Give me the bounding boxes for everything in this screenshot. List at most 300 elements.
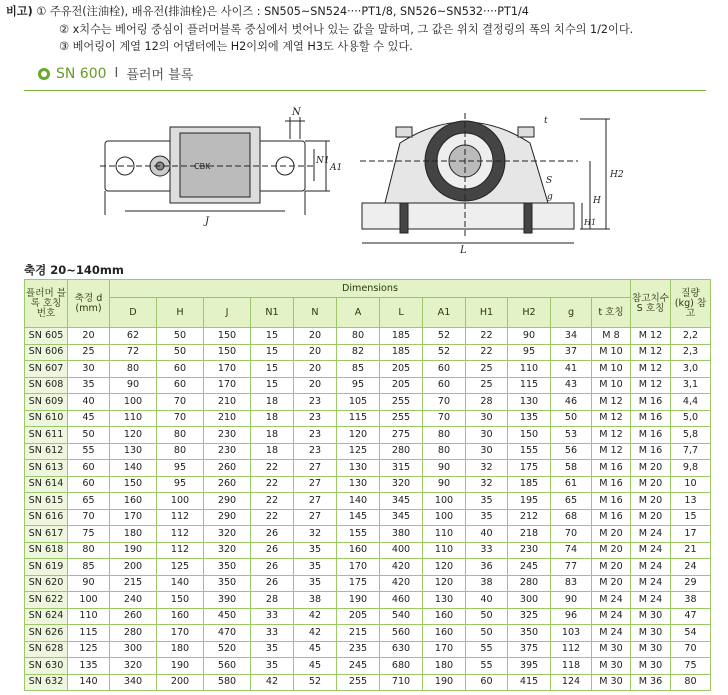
table-cell: 190	[110, 542, 157, 559]
table-cell: 315	[380, 460, 423, 477]
table-cell: 115	[337, 410, 380, 427]
header-weight: 질량 (kg) 참고	[671, 280, 711, 328]
table-cell: 18	[251, 410, 294, 427]
table-cell: 230	[508, 542, 551, 559]
table-cell: 22	[251, 476, 294, 493]
header-dim-col: D	[110, 298, 157, 328]
table-cell: 710	[380, 674, 423, 691]
table-cell: 35	[466, 493, 508, 510]
table-cell: 350	[204, 575, 251, 592]
table-cell: 32	[466, 460, 508, 477]
table-cell: 215	[110, 575, 157, 592]
table-cell: 29	[671, 575, 711, 592]
table-row	[25, 328, 711, 345]
table-cell: 140	[68, 674, 110, 691]
table-cell: 18	[251, 427, 294, 444]
table-cell: 120	[110, 427, 157, 444]
table-cell: 2,3	[671, 344, 711, 361]
table-cell: 60	[68, 460, 110, 477]
table-cell: M 20	[592, 575, 631, 592]
table-cell: 25	[466, 361, 508, 378]
table-cell: 180	[110, 526, 157, 543]
table-cell: 110	[423, 542, 466, 559]
table-cell: 42	[294, 625, 337, 642]
section-separator: I	[114, 66, 119, 81]
table-cell: 52	[423, 344, 466, 361]
table-cell: 3,0	[671, 361, 711, 378]
table-cell: 125	[68, 641, 110, 658]
table-cell: 135	[68, 658, 110, 675]
table-cell: M 16	[592, 493, 631, 510]
table-cell: 170	[110, 509, 157, 526]
table-cell: 110	[68, 608, 110, 625]
table-cell: 18	[251, 394, 294, 411]
table-cell: 60	[423, 377, 466, 394]
table-cell: M 30	[631, 625, 671, 642]
table-cell: 130	[508, 394, 551, 411]
table-cell: 170	[157, 625, 204, 642]
table-cell: 90	[423, 460, 466, 477]
table-cell: 22	[466, 344, 508, 361]
table-cell: 212	[508, 509, 551, 526]
table-cell: 470	[204, 625, 251, 642]
table-cell: 255	[380, 394, 423, 411]
table-cell: 115	[508, 377, 551, 394]
table-cell: 2,2	[671, 328, 711, 345]
table-cell: M 30	[592, 641, 631, 658]
table-cell: 520	[204, 641, 251, 658]
table-cell: 145	[337, 509, 380, 526]
table-cell: 95	[337, 377, 380, 394]
table-cell: 54	[671, 625, 711, 642]
table-cell: 35	[251, 658, 294, 675]
table-cell: 60	[423, 361, 466, 378]
table-cell: 42	[251, 674, 294, 691]
table-cell: 25	[68, 344, 110, 361]
table-cell: 390	[204, 592, 251, 609]
table-cell: 70	[423, 410, 466, 427]
table-cell: 110	[110, 410, 157, 427]
model-cell: SN 626	[25, 625, 68, 642]
header-model: 플러머 블록 호칭 번호	[25, 280, 68, 328]
table-cell: 260	[110, 608, 157, 625]
table-cell: 300	[508, 592, 551, 609]
model-cell: SN 609	[25, 394, 68, 411]
table-cell: 630	[380, 641, 423, 658]
table-cell: M 16	[631, 394, 671, 411]
table-cell: M 12	[592, 394, 631, 411]
table-cell: 170	[204, 361, 251, 378]
spec-table-body	[25, 328, 711, 691]
table-cell: 9,8	[671, 460, 711, 477]
table-cell: 175	[508, 460, 551, 477]
table-cell: 300	[110, 641, 157, 658]
table-cell: 50	[466, 625, 508, 642]
label-g: g	[547, 192, 553, 202]
table-cell: 20	[294, 361, 337, 378]
table-cell: 4,4	[671, 394, 711, 411]
table-cell: 80	[157, 443, 204, 460]
table-cell: 27	[294, 476, 337, 493]
table-row	[25, 427, 711, 444]
table-cell: 85	[337, 361, 380, 378]
table-cell: 210	[204, 394, 251, 411]
table-cell: M 12	[631, 361, 671, 378]
table-cell: 320	[204, 526, 251, 543]
table-cell: 35	[294, 575, 337, 592]
table-cell: 83	[551, 575, 592, 592]
table-cell: 150	[508, 427, 551, 444]
table-cell: 190	[157, 658, 204, 675]
table-cell: M 20	[631, 493, 671, 510]
table-cell: 70	[157, 394, 204, 411]
table-cell: 124	[551, 674, 592, 691]
table-cell: 170	[423, 641, 466, 658]
table-cell: 345	[380, 509, 423, 526]
note-line-2: ② x치수는 베어링 중심이 플러머블록 중심에서 벗어나 있는 값을 말하며, 그 값은 위치 결정링의 폭의 치수의 1/2이다.	[59, 22, 634, 36]
table-cell: 22	[251, 460, 294, 477]
header-dim-col: A1	[423, 298, 466, 328]
table-row	[25, 559, 711, 576]
table-cell: 40	[466, 526, 508, 543]
table-cell: M 36	[631, 674, 671, 691]
table-cell: 32	[294, 526, 337, 543]
table-cell: 375	[508, 641, 551, 658]
table-cell: 22	[466, 328, 508, 345]
table-cell: 82	[337, 344, 380, 361]
table-cell: M 30	[631, 658, 671, 675]
table-row	[25, 542, 711, 559]
table-cell: 23	[294, 443, 337, 460]
model-cell: SN 614	[25, 476, 68, 493]
table-cell: 53	[551, 427, 592, 444]
table-cell: 45	[68, 410, 110, 427]
model-cell: SN 628	[25, 641, 68, 658]
table-cell: 350	[204, 559, 251, 576]
table-cell: 110	[508, 361, 551, 378]
table-cell: 56	[551, 443, 592, 460]
table-cell: 210	[204, 410, 251, 427]
table-cell: 80	[337, 328, 380, 345]
table-cell: 25	[466, 377, 508, 394]
table-cell: 60	[157, 377, 204, 394]
table-cell: 85	[68, 559, 110, 576]
header-dim-col: J	[204, 298, 251, 328]
table-cell: 100	[423, 493, 466, 510]
table-cell: 55	[466, 641, 508, 658]
header-shaft: 축경 d (mm)	[68, 280, 110, 328]
table-cell: 38	[466, 575, 508, 592]
table-cell: 350	[508, 625, 551, 642]
table-cell: 118	[551, 658, 592, 675]
table-cell: 70	[68, 509, 110, 526]
table-cell: 21	[671, 542, 711, 559]
table-cell: 105	[337, 394, 380, 411]
table-cell: M 12	[592, 443, 631, 460]
table-cell: 18	[251, 443, 294, 460]
table-cell: 15	[251, 328, 294, 345]
table-cell: 35	[251, 641, 294, 658]
header-dim-col: t 호칭	[592, 298, 631, 328]
table-cell: M 30	[631, 641, 671, 658]
table-cell: M 12	[592, 427, 631, 444]
table-cell: 95	[508, 344, 551, 361]
model-cell: SN 622	[25, 592, 68, 609]
table-cell: 30	[466, 443, 508, 460]
table-cell: 160	[423, 608, 466, 625]
table-cell: 70	[157, 410, 204, 427]
table-row	[25, 443, 711, 460]
table-cell: M 24	[592, 625, 631, 642]
table-cell: M 24	[592, 592, 631, 609]
table-cell: 290	[204, 509, 251, 526]
table-cell: 60	[466, 674, 508, 691]
note-line-1: 비고) ① 주유전(注油栓), 배유전(排油栓)은 사이즈 : SN505~SN524····PT1/8, SN526~SN532····PT1/4	[6, 5, 529, 18]
model-cell: SN 608	[25, 377, 68, 394]
table-cell: 36	[466, 559, 508, 576]
table-cell: 17	[671, 526, 711, 543]
table-cell: 30	[466, 427, 508, 444]
section-code: SN 600	[56, 65, 107, 82]
table-cell: 41	[551, 361, 592, 378]
table-cell: 260	[204, 460, 251, 477]
table-cell: M 24	[631, 559, 671, 576]
table-cell: M 12	[631, 328, 671, 345]
table-cell: M 20	[592, 526, 631, 543]
top-view	[100, 117, 330, 215]
table-cell: 22	[251, 493, 294, 510]
table-cell: 23	[294, 427, 337, 444]
model-cell: SN 613	[25, 460, 68, 477]
table-cell: 50	[157, 328, 204, 345]
table-cell: 20	[294, 344, 337, 361]
table-cell: 50	[157, 344, 204, 361]
table-row	[25, 625, 711, 642]
table-cell: 420	[380, 559, 423, 576]
table-cell: 245	[508, 559, 551, 576]
table-row	[25, 344, 711, 361]
table-cell: 200	[157, 674, 204, 691]
table-cell: 205	[337, 608, 380, 625]
table-cell: M 24	[592, 608, 631, 625]
table-cell: 280	[110, 625, 157, 642]
table-cell: 185	[380, 328, 423, 345]
section-title	[38, 64, 193, 83]
model-cell: SN 624	[25, 608, 68, 625]
table-cell: 75	[68, 526, 110, 543]
model-cell: SN 619	[25, 559, 68, 576]
table-cell: M 12	[631, 377, 671, 394]
table-cell: 680	[380, 658, 423, 675]
table-cell: 115	[68, 625, 110, 642]
table-cell: 90	[508, 328, 551, 345]
table-cell: 35	[294, 559, 337, 576]
table-cell: 40	[68, 394, 110, 411]
table-cell: 130	[423, 592, 466, 609]
table-cell: M 16	[631, 427, 671, 444]
table-cell: M 8	[592, 328, 631, 345]
table-cell: 45	[294, 658, 337, 675]
table-row	[25, 410, 711, 427]
header-dim-col: N1	[251, 298, 294, 328]
label-a1: A1	[330, 163, 343, 173]
table-cell: 32	[466, 476, 508, 493]
table-cell: 26	[251, 559, 294, 576]
table-cell: 27	[294, 509, 337, 526]
shaft-range-title: 축경 20~140mm	[24, 263, 124, 277]
header-ref-s: 참고치수 S 호칭	[631, 280, 671, 328]
table-cell: 150	[110, 476, 157, 493]
header-dim-col: L	[380, 298, 423, 328]
label-h: H	[593, 196, 601, 206]
table-cell: 70	[671, 641, 711, 658]
plummer-block-drawing	[100, 103, 640, 253]
table-cell: 90	[551, 592, 592, 609]
table-cell: 240	[110, 592, 157, 609]
section-name: 플러머 블록	[126, 68, 194, 83]
table-row	[25, 608, 711, 625]
table-cell: 170	[337, 559, 380, 576]
table-cell: 415	[508, 674, 551, 691]
header-dim-col: H2	[508, 298, 551, 328]
table-cell: 215	[337, 625, 380, 642]
table-cell: 420	[380, 575, 423, 592]
model-cell: SN 615	[25, 493, 68, 510]
table-cell: 3,1	[671, 377, 711, 394]
table-cell: 20	[294, 328, 337, 345]
table-cell: 43	[551, 377, 592, 394]
table-cell: 185	[508, 476, 551, 493]
table-cell: M 16	[592, 476, 631, 493]
table-cell: 235	[337, 641, 380, 658]
table-cell: 320	[110, 658, 157, 675]
table-cell: 135	[508, 410, 551, 427]
table-cell: M 30	[631, 608, 671, 625]
table-cell: 80	[157, 427, 204, 444]
table-cell: 130	[337, 460, 380, 477]
table-cell: 380	[380, 526, 423, 543]
table-cell: M 16	[631, 443, 671, 460]
table-cell: 95	[157, 460, 204, 477]
table-cell: 42	[294, 608, 337, 625]
table-cell: M 20	[631, 460, 671, 477]
table-cell: 23	[294, 410, 337, 427]
table-cell: 275	[380, 427, 423, 444]
table-row	[25, 509, 711, 526]
front-view	[360, 113, 610, 243]
table-cell: 62	[110, 328, 157, 345]
table-row	[25, 476, 711, 493]
table-cell: 50	[466, 608, 508, 625]
table-cell: 70	[423, 394, 466, 411]
table-cell: 96	[551, 608, 592, 625]
table-cell: 52	[294, 674, 337, 691]
table-cell: 120	[423, 575, 466, 592]
table-cell: 77	[551, 559, 592, 576]
table-row	[25, 493, 711, 510]
table-cell: 15	[251, 344, 294, 361]
table-cell: M 20	[631, 509, 671, 526]
table-cell: 27	[294, 460, 337, 477]
table-cell: 190	[423, 674, 466, 691]
table-cell: 80	[110, 361, 157, 378]
table-cell: 160	[337, 542, 380, 559]
table-cell: 245	[337, 658, 380, 675]
model-cell: SN 610	[25, 410, 68, 427]
table-cell: 35	[68, 377, 110, 394]
header-dim-col: N	[294, 298, 337, 328]
table-cell: 46	[551, 394, 592, 411]
table-cell: 460	[380, 592, 423, 609]
table-cell: 50	[551, 410, 592, 427]
table-cell: 20	[294, 377, 337, 394]
table-cell: 160	[157, 608, 204, 625]
table-cell: M 24	[631, 592, 671, 609]
table-cell: 155	[508, 443, 551, 460]
table-cell: 5,0	[671, 410, 711, 427]
table-cell: 125	[337, 443, 380, 460]
table-cell: 150	[157, 592, 204, 609]
header-dim-col: A	[337, 298, 380, 328]
table-cell: 130	[110, 443, 157, 460]
label-h2: H2	[610, 170, 624, 180]
table-cell: 33	[251, 608, 294, 625]
table-cell: 50	[68, 427, 110, 444]
table-cell: 255	[380, 410, 423, 427]
table-cell: 140	[110, 460, 157, 477]
note-label: 비고)	[6, 5, 33, 18]
table-cell: 400	[380, 542, 423, 559]
table-cell: M 24	[631, 526, 671, 543]
table-cell: 38	[294, 592, 337, 609]
drawing-stamp: CBK	[194, 162, 211, 171]
table-cell: 280	[380, 443, 423, 460]
table-cell: 230	[204, 443, 251, 460]
model-cell: SN 611	[25, 427, 68, 444]
table-cell: 160	[423, 625, 466, 642]
table-cell: 560	[204, 658, 251, 675]
model-cell: SN 618	[25, 542, 68, 559]
table-cell: M 16	[631, 410, 671, 427]
table-cell: 27	[294, 493, 337, 510]
table-cell: 125	[157, 559, 204, 576]
table-cell: 28	[466, 394, 508, 411]
table-cell: 205	[380, 361, 423, 378]
header-dim-col: g	[551, 298, 592, 328]
label-n1: N1	[316, 156, 330, 166]
model-cell: SN 606	[25, 344, 68, 361]
section-divider	[24, 90, 706, 91]
table-cell: 325	[508, 608, 551, 625]
table-cell: M 24	[631, 542, 671, 559]
table-cell: 26	[251, 575, 294, 592]
table-row	[25, 575, 711, 592]
table-cell: 90	[68, 575, 110, 592]
table-cell: M 16	[592, 509, 631, 526]
label-j: J	[205, 216, 210, 227]
table-cell: 74	[551, 542, 592, 559]
table-cell: 58	[551, 460, 592, 477]
table-row	[25, 526, 711, 543]
header-dim-col: H1	[466, 298, 508, 328]
table-row	[25, 377, 711, 394]
table-cell: 45	[294, 641, 337, 658]
table-cell: M 20	[592, 559, 631, 576]
table-cell: 30	[466, 410, 508, 427]
table-cell: 112	[157, 526, 204, 543]
table-cell: 180	[157, 641, 204, 658]
table-cell: 72	[110, 344, 157, 361]
